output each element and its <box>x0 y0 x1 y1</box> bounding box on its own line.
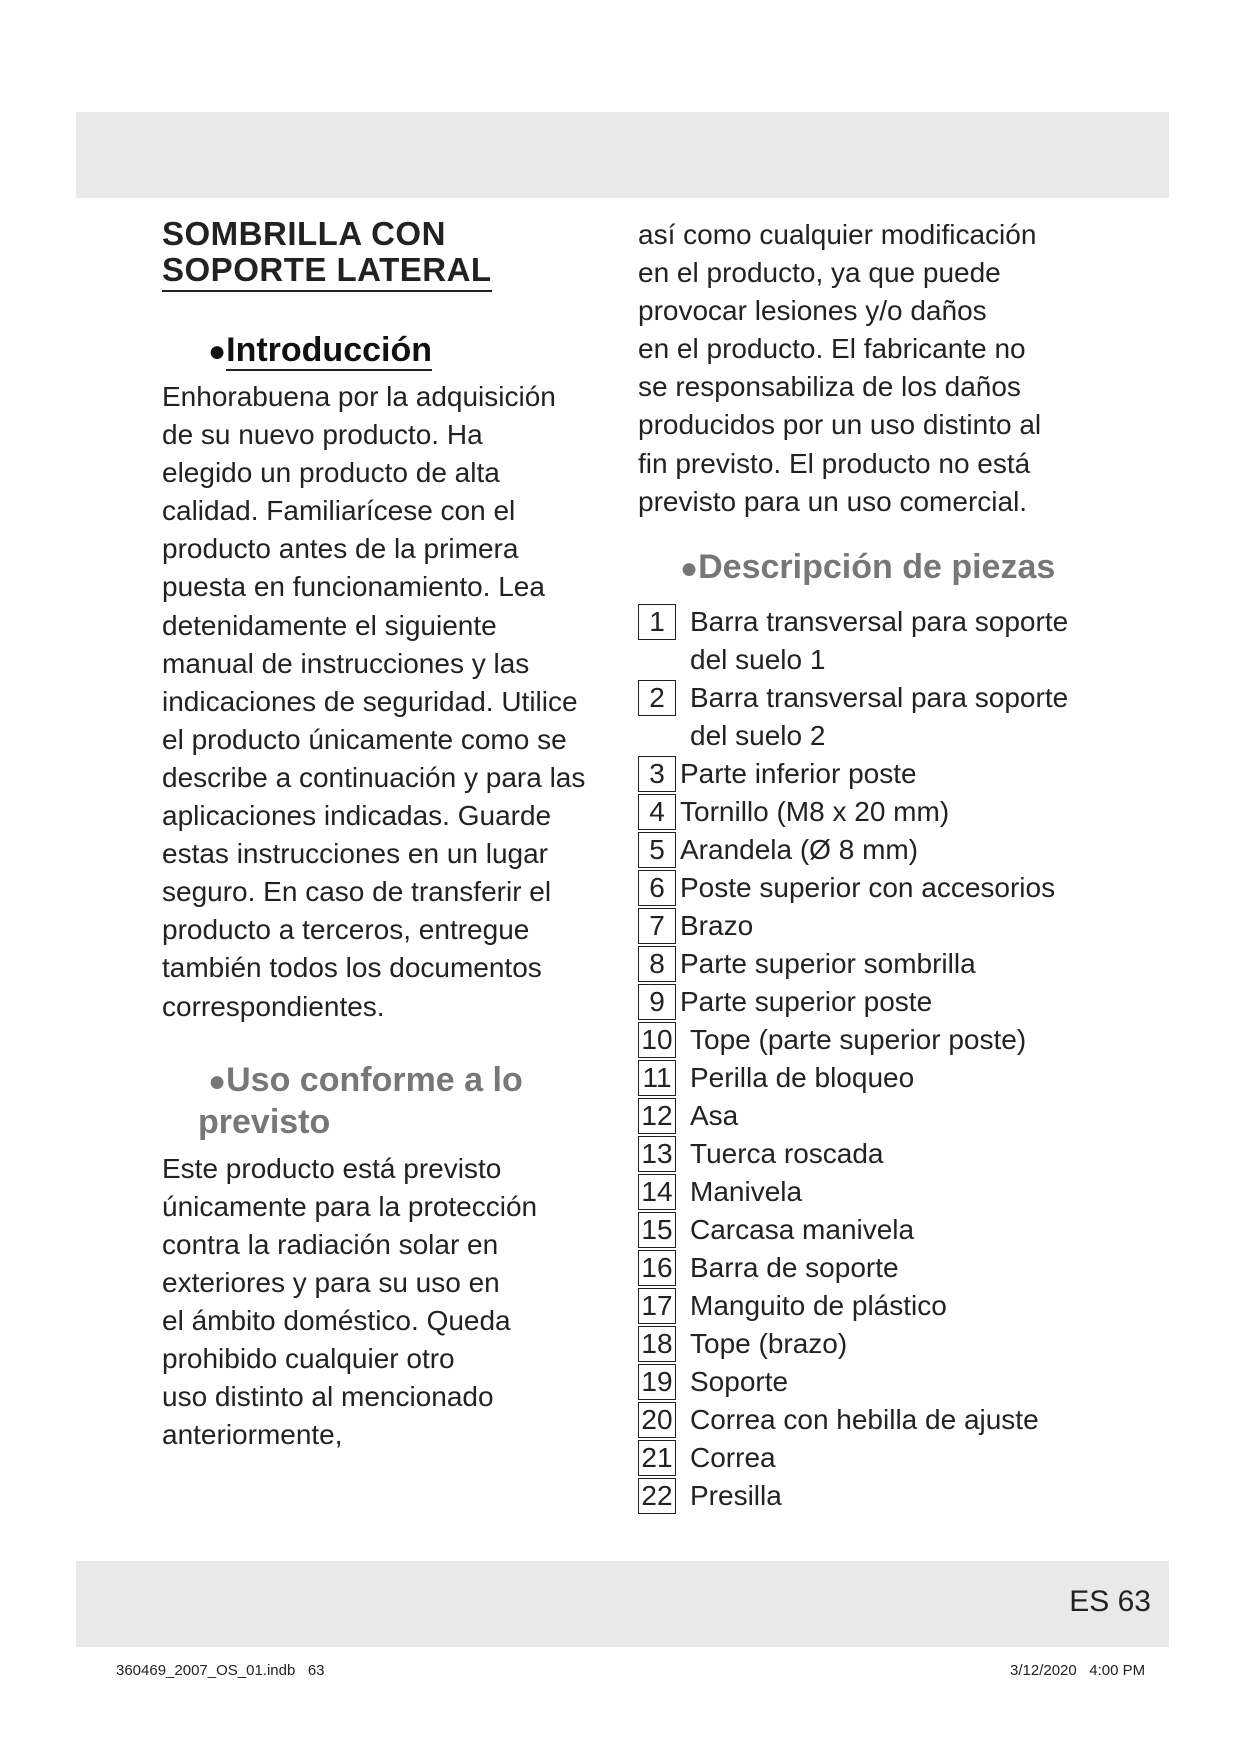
list-item <box>638 1059 1118 1097</box>
list-item <box>638 1135 1118 1173</box>
part-number: 19 <box>638 1364 676 1400</box>
use-text: Este producto está previsto únicamente para la protección contra la radiación solar en exteriores y para su uso en el ámbito doméstico. Queda prohibido cualquier otro uso distinto al mencionado anteriormente, <box>162 1152 538 1451</box>
right-column <box>638 216 1118 1515</box>
part-number: 18 <box>638 1326 676 1362</box>
list-item <box>638 679 1118 755</box>
part-label: Barra de soporte <box>690 1251 899 1283</box>
part-label: Barra transversal para soporte del suelo 2 <box>690 681 1069 751</box>
bullet-icon: ● <box>680 551 699 585</box>
list-item <box>638 1325 1118 1363</box>
part-number: 4 <box>638 794 676 830</box>
part-label: Parte superior poste <box>680 985 933 1017</box>
part-number: 16 <box>638 1250 676 1286</box>
part-label: Manguito de plástico <box>690 1289 947 1321</box>
left-column <box>162 216 602 1454</box>
header-band <box>76 112 1169 198</box>
list-item <box>638 1287 1118 1325</box>
list-item <box>638 907 1118 945</box>
list-item <box>638 945 1118 983</box>
list-item <box>638 755 1118 793</box>
part-number: 21 <box>638 1440 676 1476</box>
part-number: 5 <box>638 832 676 868</box>
list-item <box>638 1363 1118 1401</box>
parts-list <box>638 603 1118 1515</box>
part-label: Tuerca roscada <box>690 1137 884 1169</box>
part-number: 22 <box>638 1478 676 1514</box>
document-title: SOMBRILLA CON SOPORTE LATERAL <box>162 216 492 292</box>
list-item <box>638 1211 1118 1249</box>
part-label: Parte inferior poste <box>680 757 917 789</box>
part-number: 6 <box>638 870 676 906</box>
part-label: Manivela <box>690 1175 803 1207</box>
continued-text: así como cualquier modificación en el producto, ya que puede provocar lesiones y/o daños en el producto. El fabricante no se responsabiliza de los daños producidos por un uso distinto al fin previsto. El producto no está previsto para un uso comercial. <box>638 219 1042 517</box>
list-item <box>638 1173 1118 1211</box>
list-item <box>638 1249 1118 1287</box>
part-number: 12 <box>638 1098 676 1134</box>
list-item <box>638 1021 1118 1059</box>
list-item <box>638 603 1118 679</box>
part-label: Poste superior con accesorios <box>680 871 1056 903</box>
part-number: 8 <box>638 946 676 982</box>
use-heading: ●Uso conforme a lo previsto <box>198 1060 523 1141</box>
part-label: Tope (brazo) <box>690 1327 848 1359</box>
part-number: 17 <box>638 1288 676 1324</box>
list-item <box>638 1097 1118 1135</box>
part-label: Barra transversal para soporte del suelo 1 <box>690 605 1069 675</box>
part-label: Correa <box>690 1441 776 1473</box>
list-item <box>638 983 1118 1021</box>
parts-heading: ●Descripción de piezas <box>680 547 1056 586</box>
intro-text: Enhorabuena por la adquisición de su nuevo producto. Ha elegido un producto de alta calidad. Familiarícese con el producto antes de la primera puesta en funcionamiento. Lea detenidamente el siguiente manual de instrucciones y las indicaciones de seguridad. Utilice el producto únicamente como se describe a continuación y para las aplicaciones indicadas. Guarde estas instrucciones en un lugar seguro. En caso de transferir el producto a terceros, entregue también todos los documentos correspondientes. <box>162 381 586 1022</box>
part-number: 13 <box>638 1136 676 1172</box>
list-item <box>638 793 1118 831</box>
part-label: Correa con hebilla de ajuste <box>690 1403 1039 1435</box>
print-file-info: 360469_2007_OS_01.indb 63 <box>116 1662 325 1679</box>
list-item <box>638 1477 1118 1515</box>
part-label: Presilla <box>690 1479 782 1511</box>
part-label: Carcasa manivela <box>690 1213 915 1245</box>
part-label: Parte superior sombrilla <box>680 947 976 979</box>
part-label: Perilla de bloqueo <box>690 1061 915 1093</box>
footer-band <box>76 1561 1169 1647</box>
part-label: Tornillo (M8 x 20 mm) <box>680 795 950 827</box>
part-label: Brazo <box>680 909 754 941</box>
part-number: 9 <box>638 984 676 1020</box>
bullet-icon: ● <box>208 335 227 368</box>
list-item <box>638 831 1118 869</box>
part-label: Tope (parte superior poste) <box>690 1023 1027 1055</box>
part-number: 7 <box>638 908 676 944</box>
part-number: 14 <box>638 1174 676 1210</box>
list-item <box>638 869 1118 907</box>
part-number: 2 <box>638 680 676 716</box>
part-number: 3 <box>638 756 676 792</box>
part-label: Arandela (Ø 8 mm) <box>680 833 919 865</box>
intro-heading: ●Introducción <box>208 331 433 369</box>
page-number: ES 63 <box>1069 1585 1151 1618</box>
part-label: Soporte <box>690 1365 789 1397</box>
part-number: 20 <box>638 1402 676 1438</box>
list-item <box>638 1439 1118 1477</box>
print-date-info: 3/12/2020 4:00 PM <box>1010 1662 1146 1679</box>
part-number: 10 <box>638 1022 676 1058</box>
part-number: 15 <box>638 1212 676 1248</box>
part-label: Asa <box>690 1099 739 1131</box>
part-number: 1 <box>638 604 676 640</box>
part-number: 11 <box>638 1060 676 1096</box>
bullet-icon: ● <box>208 1064 227 1098</box>
list-item <box>638 1401 1118 1439</box>
